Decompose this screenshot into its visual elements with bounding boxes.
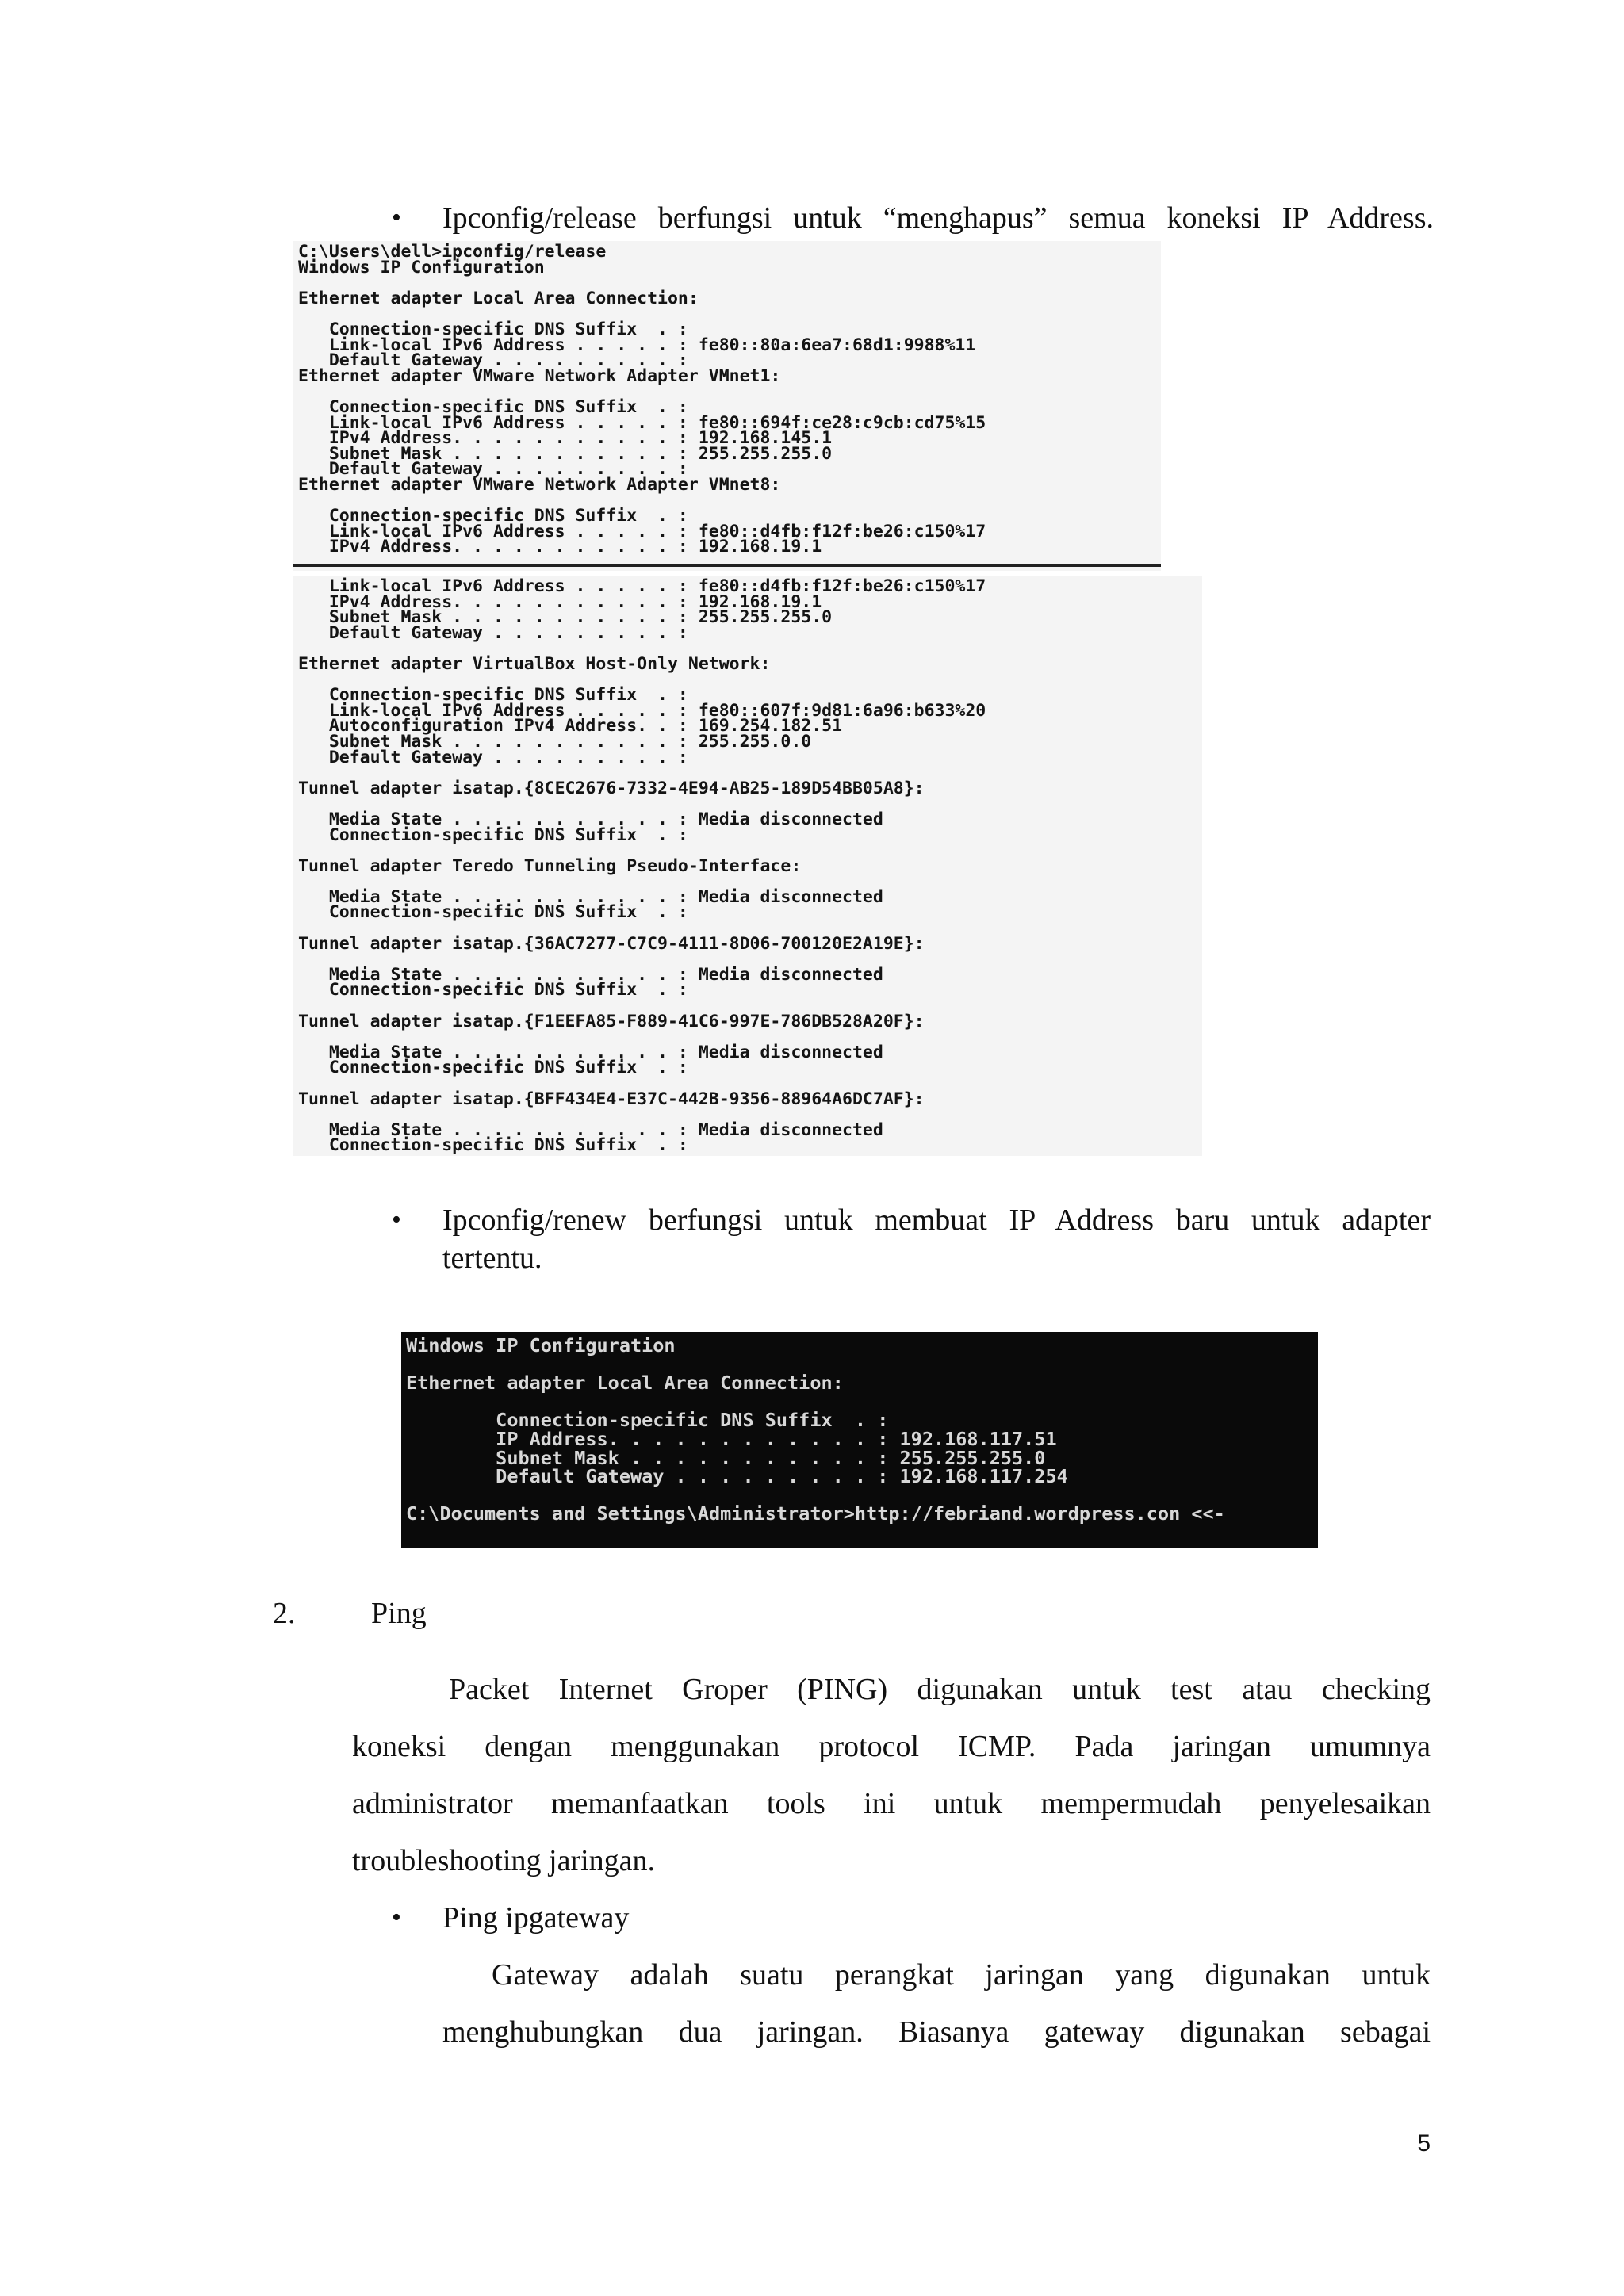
terminal-line: Link-local IPv6 Address . . . . . : fe80::d4fb:f12f:be26:c150%17 xyxy=(298,576,986,596)
terminal-line: Windows IP Configuration xyxy=(298,257,545,277)
terminal-line: Link-local IPv6 Address . . . . . : fe80::80a:6ea7:68d1:9988%11 xyxy=(298,335,976,355)
terminal-line: Connection-specific DNS Suffix . : xyxy=(298,685,688,706)
terminal-line: Tunnel adapter isatap.{F1EEFA85-F889-41C6-997E-786DB528A20F}: xyxy=(298,1011,925,1031)
ipconfig-renew-description-line1: Ipconfig/renew berfungsi untuk membuat IP Address baru untuk adapter xyxy=(442,1203,1431,1237)
terminal-line: Media State . . . . . . . . . . . : Media disconnected xyxy=(298,886,883,907)
terminal-line: Media State . . . . . . . . . . . : Media disconnected xyxy=(298,964,883,985)
ipconfig-renew-screenshot xyxy=(401,1332,1318,1548)
terminal-line: Default Gateway . . . . . . . . . : xyxy=(298,350,688,371)
bullet-dot: • xyxy=(392,203,401,232)
ping-paragraph-line: troubleshooting jaringan. xyxy=(352,1844,656,1877)
ipconfig-release-description: Ipconfig/release berfungsi untuk “menghapus” semua koneksi IP Address. xyxy=(442,201,1434,235)
terminal-line: Ethernet adapter Local Area Connection: xyxy=(406,1372,844,1395)
terminal-line: Autoconfiguration IPv4 Address. . : 169.254.182.51 xyxy=(298,716,843,737)
terminal-line: Connection-specific DNS Suffix . : xyxy=(298,396,688,417)
section-title: Ping xyxy=(371,1597,427,1630)
terminal-line: Connection-specific DNS Suffix . : xyxy=(298,1058,688,1078)
terminal-line: Tunnel adapter isatap.{8CEC2676-7332-4E94-AB25-189D54BB05A8}: xyxy=(298,778,925,798)
page-number: 5 xyxy=(1417,2130,1431,2156)
terminal-line: Subnet Mask . . . . . . . . . . . : 255.255.0.0 xyxy=(298,731,812,752)
terminal-line: Ethernet adapter VirtualBox Host-Only Network: xyxy=(298,653,771,674)
section-number: 2. xyxy=(273,1597,296,1630)
terminal-line: Link-local IPv6 Address . . . . . : fe80::d4fb:f12f:be26:c150%17 xyxy=(298,521,986,541)
screenshot-divider xyxy=(293,564,1161,567)
terminal-line: Connection-specific DNS Suffix . : xyxy=(298,825,688,845)
ping-paragraph-line: administrator memanfaatkan tools ini untuk mempermudah penyelesaikan xyxy=(352,1787,1431,1820)
bullet-dot: • xyxy=(392,1903,401,1932)
gateway-paragraph-line: Gateway adalah suatu perangkat jaringan yang digunakan untuk xyxy=(492,1958,1431,1992)
terminal-line: Connection-specific DNS Suffix . : xyxy=(298,1135,688,1156)
terminal-line: IPv4 Address. . . . . . . . . . . : 192.168.19.1 xyxy=(298,591,822,612)
terminal-line: Link-local IPv6 Address . . . . . : fe80::607f:9d81:6a96:b633%20 xyxy=(298,700,986,721)
ping-ipgateway-label: Ping ipgateway xyxy=(442,1901,630,1934)
terminal-line: Connection-specific DNS Suffix . : xyxy=(298,506,688,526)
terminal-line: Connection-specific DNS Suffix . : xyxy=(406,1409,889,1432)
bullet-dot: • xyxy=(392,1205,401,1234)
terminal-line: Default Gateway . . . . . . . . . : xyxy=(298,622,688,643)
ping-paragraph-line: koneksi dengan menggunakan protocol ICMP. Pada jaringan umumnya xyxy=(352,1730,1431,1763)
terminal-line: Connection-specific DNS Suffix . : xyxy=(298,902,688,923)
terminal-line: C:\Users\dell>ipconfig/release xyxy=(298,242,607,262)
terminal-line: Subnet Mask . . . . . . . . . . . : 255.255.255.0 xyxy=(406,1446,1046,1469)
terminal-line: Default Gateway . . . . . . . . . : 192.168.117.254 xyxy=(406,1465,1068,1488)
terminal-line: Tunnel adapter Teredo Tunneling Pseudo-Interface: xyxy=(298,855,802,876)
terminal-line: Default Gateway . . . . . . . . . : xyxy=(298,747,688,767)
gateway-paragraph-line: menghubungkan dua jaringan. Biasanya gateway digunakan sebagai xyxy=(442,2015,1431,2049)
terminal-line: Tunnel adapter isatap.{36AC7277-C7C9-4111-8D06-700120E2A19E}: xyxy=(298,933,925,954)
terminal-line: Media State . . . . . . . . . . . : Media disconnected xyxy=(298,1119,883,1140)
terminal-line: C:\Documents and Settings\Administrator>http://febriand.wordpress.con <<- xyxy=(406,1502,1225,1525)
ping-paragraph-line: Packet Internet Groper (PING) digunakan untuk test atau checking xyxy=(449,1673,1431,1706)
terminal-line: Subnet Mask . . . . . . . . . . . : 255.255.255.0 xyxy=(298,607,833,628)
terminal-line: Media State . . . . . . . . . . . : Media disconnected xyxy=(298,809,883,829)
ipconfig-release-screenshot-top xyxy=(293,241,1161,571)
terminal-line: Connection-specific DNS Suffix . : xyxy=(298,980,688,1001)
terminal-line: Ethernet adapter VMware Network Adapter VMnet8: xyxy=(298,474,781,495)
terminal-line: Link-local IPv6 Address . . . . . : fe80::694f:ce28:c9cb:cd75%15 xyxy=(298,412,986,433)
terminal-line: Tunnel adapter isatap.{BFF434E4-E37C-442B-9356-88964A6DC7AF}: xyxy=(298,1089,925,1109)
terminal-line: Subnet Mask . . . . . . . . . . . : 255.255.255.0 xyxy=(298,443,833,464)
terminal-line: IPv4 Address. . . . . . . . . . . : 192.168.19.1 xyxy=(298,537,822,557)
terminal-line: Ethernet adapter VMware Network Adapter VMnet1: xyxy=(298,365,781,386)
ipconfig-release-screenshot-bottom xyxy=(293,576,1202,1156)
terminal-line: Media State . . . . . . . . . . . : Media disconnected xyxy=(298,1042,883,1062)
ipconfig-renew-description-line2: tertentu. xyxy=(442,1242,542,1275)
terminal-line: Default Gateway . . . . . . . . . : xyxy=(298,459,688,480)
terminal-line: IP Address. . . . . . . . . . . . : 192.168.117.51 xyxy=(406,1427,1057,1450)
terminal-line: Ethernet adapter Local Area Connection: xyxy=(298,288,699,308)
terminal-line: IPv4 Address. . . . . . . . . . . : 192.168.145.1 xyxy=(298,428,833,449)
terminal-line: Connection-specific DNS Suffix . : xyxy=(298,319,688,339)
terminal-line: Windows IP Configuration xyxy=(406,1334,676,1357)
